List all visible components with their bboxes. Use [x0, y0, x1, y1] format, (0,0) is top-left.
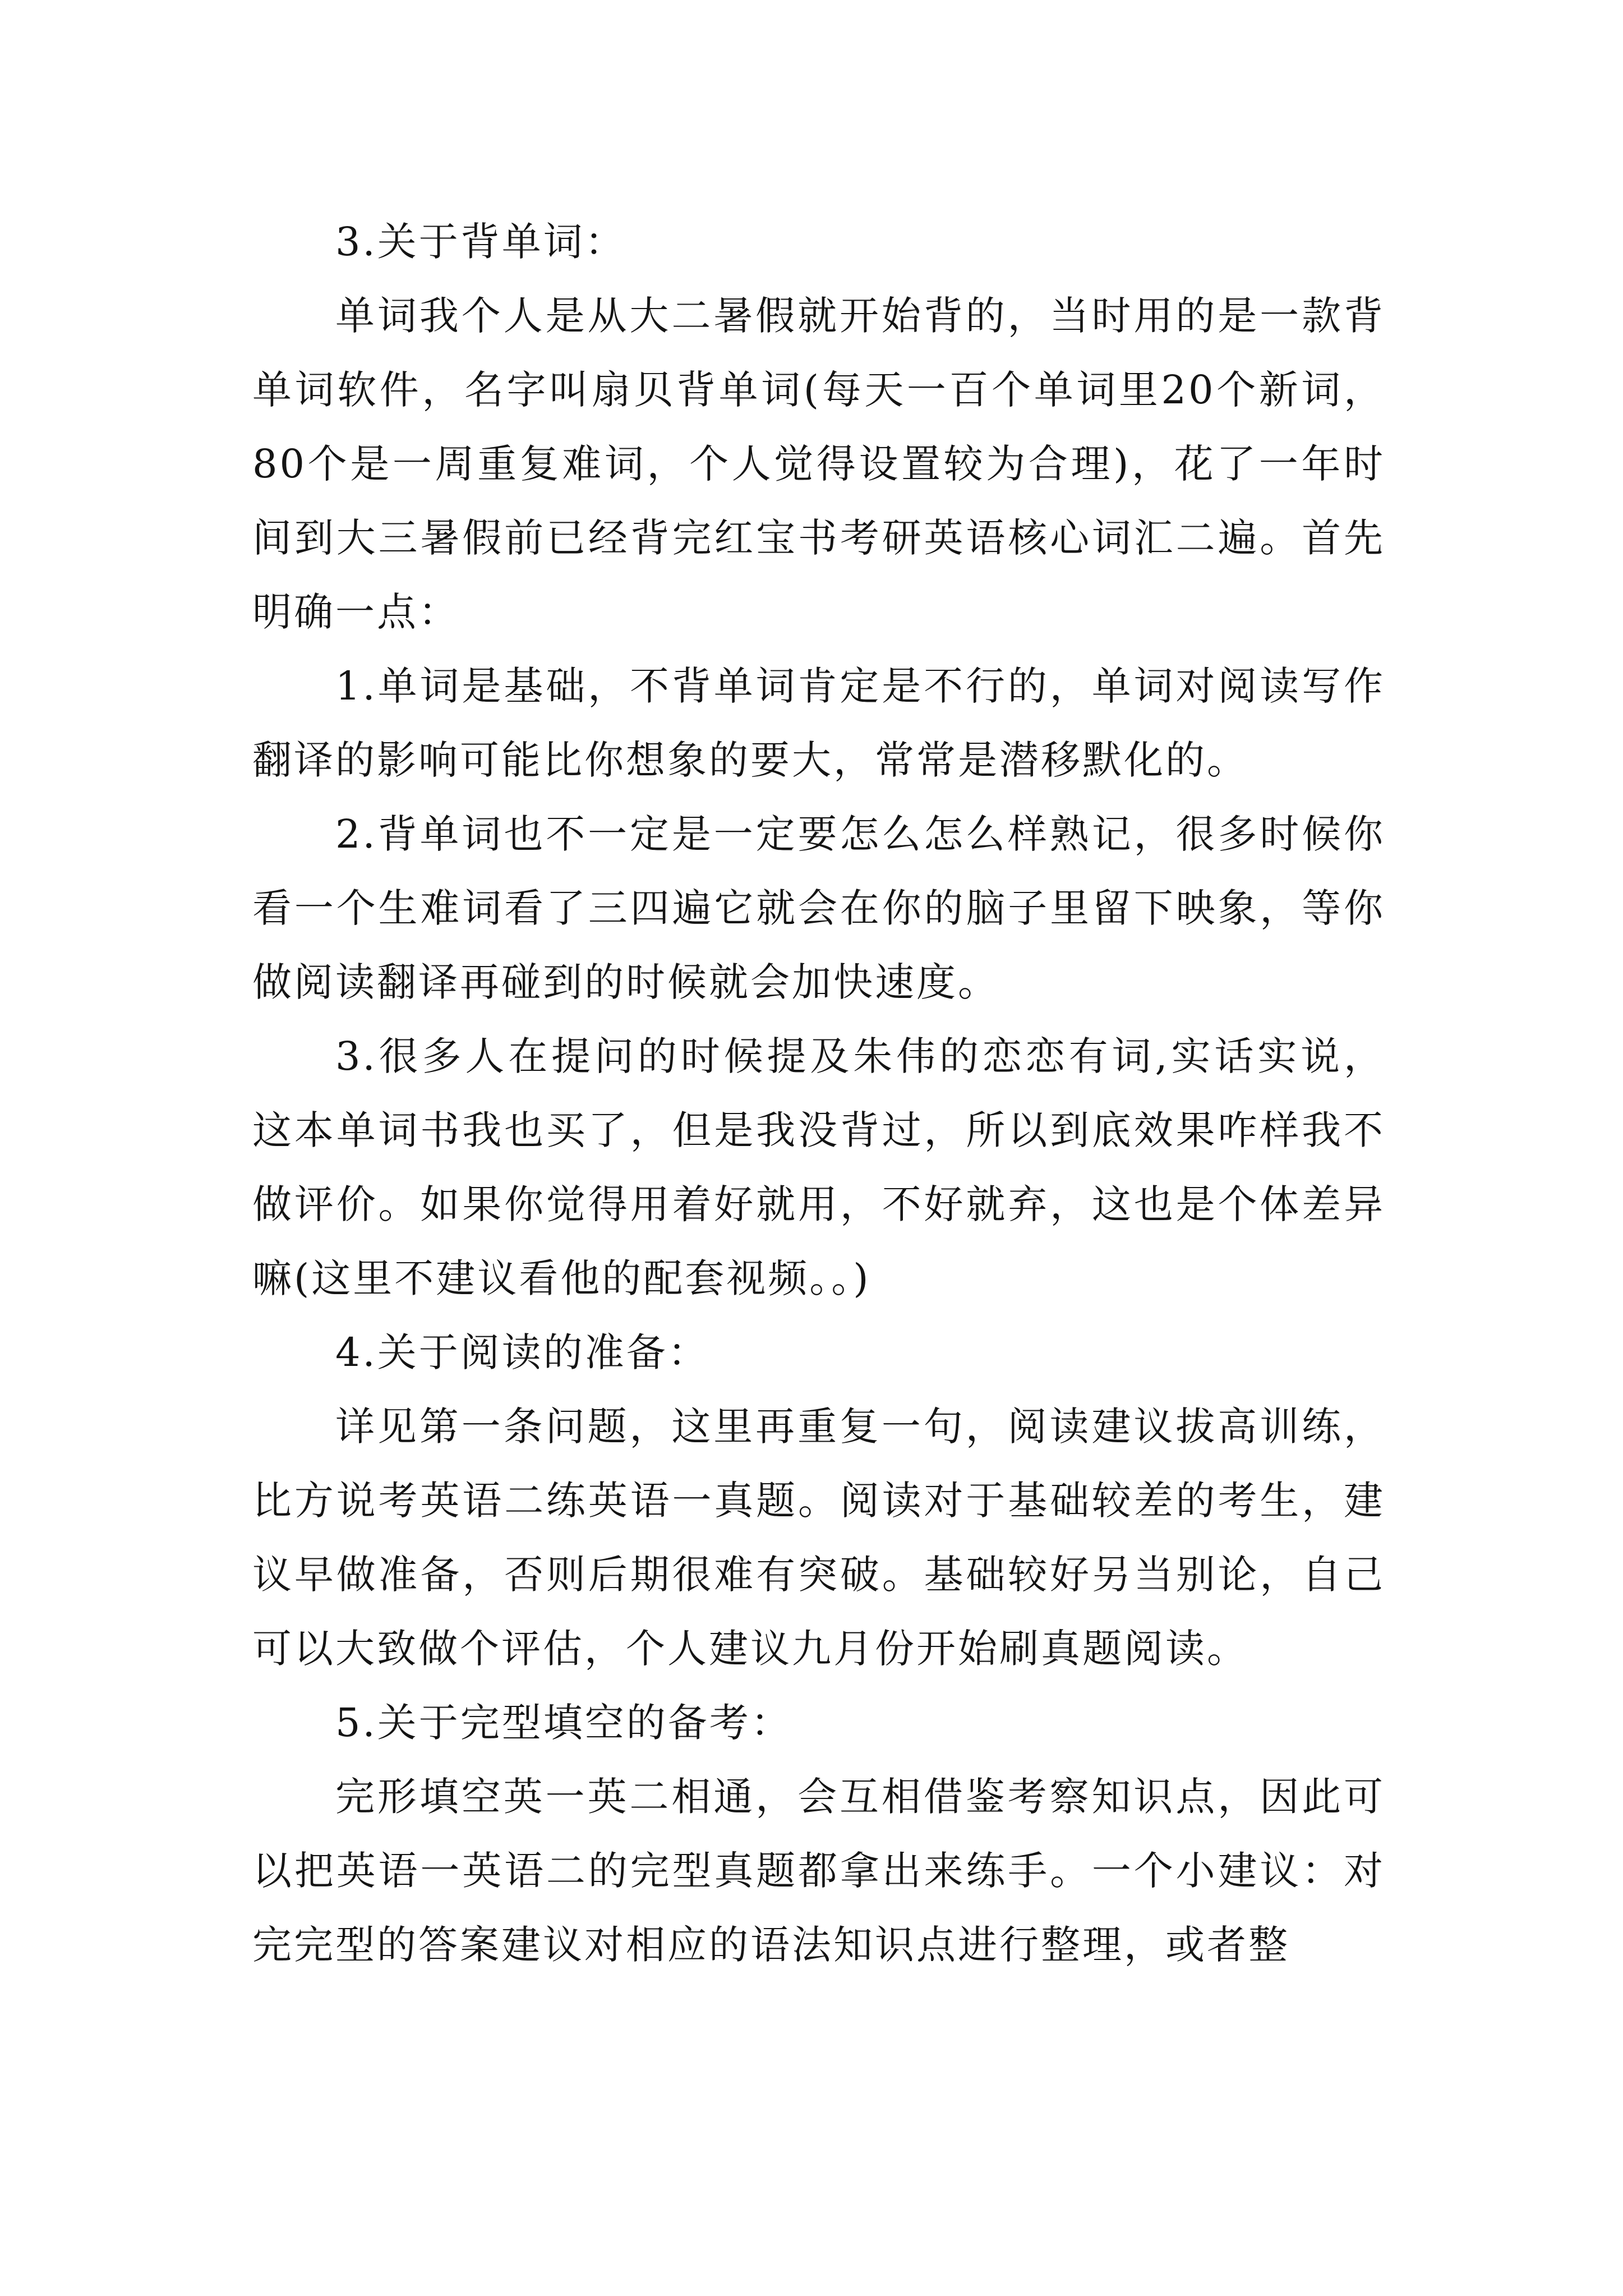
paragraph-reading: 详见第一条问题，这里再重复一句，阅读建议拔高训练，比方说考英语二练英语一真题。阅读对于基础较差的考生，建议早做准备，否则后期很难有突破。基础较好另当别论，自己可以大致做个评估，个人建议九月份开始刷真题阅读。: [252, 1404, 1385, 1672]
section-heading-cloze: 5.关于完型填空的备考：: [335, 1700, 792, 1746]
paragraph-vocabulary-intro: 单词我个人是从大二暑假就开始背的，当时用的是一款背单词软件，名字叫扇贝背单词(每天一百个单词里20个新词，80个是一周重复难词，个人觉得设置较为合理)，花了一年时间到大三暑假前已经背完红宝书考研英语核心词汇二遍。首先明确一点：: [252, 293, 1385, 635]
list-item-point-2: 2.背单词也不一定是一定要怎么怎么样熟记，很多时候你看一个生难词看了三四遍它就会在你的脑子里留下映象，等你做阅读翻译再碰到的时候就会加快速度。: [252, 811, 1385, 1005]
paragraph-cloze: 完形填空英一英二相通，会互相借鉴考察知识点，因此可以把英语一英语二的完型真题都拿出来练手。一个小建议：对完完型的答案建议对相应的语法知识点进行整理，或者整: [252, 1774, 1385, 1968]
section-heading-reading: 4.关于阅读的准备：: [335, 1329, 709, 1375]
list-item-point-3: 3.很多人在提问的时候提及朱伟的恋恋有词,实话实说，这本单词书我也买了，但是我没背过，所以到底效果咋样我不做评价。如果你觉得用着好就用，不好就弃，这也是个体差异嘛(这里不建议看他的配套视频。。): [252, 1033, 1385, 1301]
list-item-point-1: 1.单词是基础，不背单词肯定是不行的，单词对阅读写作翻译的影响可能比你想象的要大，常常是潜移默化的。: [252, 663, 1385, 783]
section-heading-vocabulary: 3.关于背单词：: [335, 219, 626, 265]
document-body: [252, 205, 1385, 1982]
